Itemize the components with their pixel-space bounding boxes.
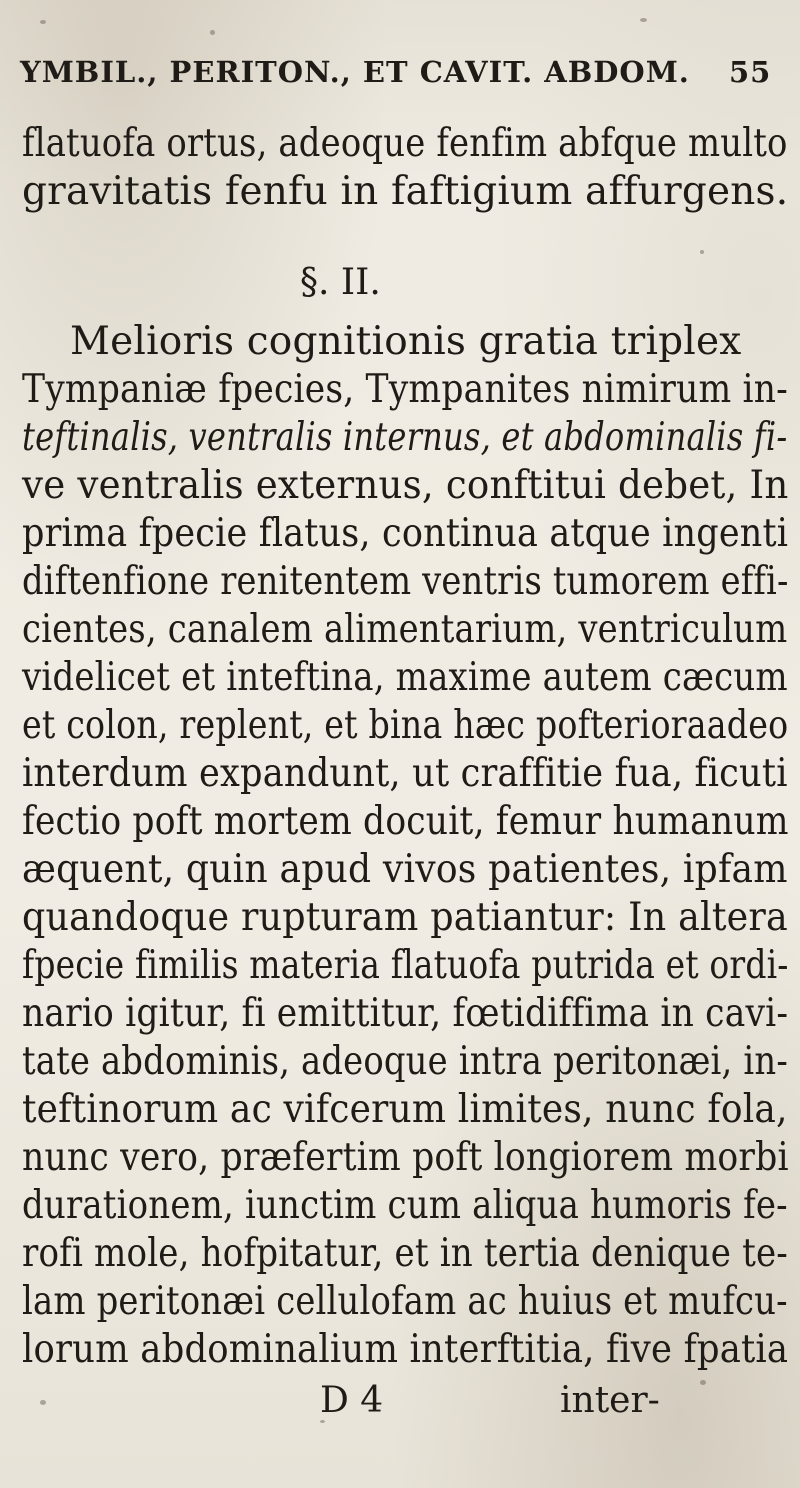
text-line: æquent, quin apud vivos patientes, ipfam: [22, 847, 788, 892]
text-line: diftenfione renitentem ventris tumorem effi-: [22, 559, 789, 604]
paper-speck: [640, 18, 647, 22]
text-line: interdum expandunt, ut craffitie fua, ficuti: [22, 751, 788, 796]
section-heading: §. II.: [300, 262, 381, 303]
text-line: lam peritonæi cellulofam ac huius et mufcu-: [22, 1279, 788, 1324]
text-line: gravitatis fenfu in faftigium affurgens.: [22, 169, 789, 214]
text-line: durationem, iunctim cum aliqua humoris fe-: [22, 1183, 788, 1228]
text-line: flatuofa ortus, adeoque fenfim abfque multo: [22, 121, 788, 166]
text-line: videlicet et inteftina, maxime autem cæcum: [22, 655, 788, 700]
text-line: teftinalis, ventralis internus, et abdominalis fi-: [22, 415, 788, 460]
text-line: nunc vero, præfertim poft longiorem morbi: [22, 1135, 789, 1180]
signature-mark: D 4: [320, 1380, 384, 1421]
text-line: fpecie fimilis materia flatuofa putrida et ordi-: [22, 943, 789, 988]
page-number: 55: [729, 55, 772, 89]
text-line: et colon, replent, et bina hæc pofterioraadeo: [22, 703, 789, 748]
text-line: quandoque rupturam patiantur: In altera: [22, 895, 788, 940]
text-line: Tympaniæ fpecies, Tympanites nimirum in-: [22, 367, 788, 412]
text-line: teftinorum ac vifcerum limites, nunc fola,: [22, 1087, 788, 1132]
text-line: fectio poft mortem docuit, femur humanum: [22, 799, 789, 844]
catchword: inter-: [560, 1380, 660, 1421]
paper-speck: [40, 20, 46, 24]
paper-speck: [700, 250, 704, 254]
text-line: lorum abdominalium interftitia, five fpatia: [22, 1327, 789, 1372]
text-line: nario igitur, fi emittitur, fœtidiffima in cavi-: [22, 991, 789, 1036]
paper-speck: [40, 1400, 46, 1405]
paper-speck: [210, 30, 215, 35]
running-head: [20, 55, 771, 89]
text-line: prima fpecie flatus, continua atque ingenti: [22, 511, 789, 556]
text-line: tate abdominis, adeoque intra peritonæi, in-: [22, 1039, 788, 1084]
running-head-title: YMBIL., PERITON., ET CAVIT. ABDOM.: [20, 55, 690, 89]
text-line: Melioris cognitionis gratia triplex: [70, 319, 742, 364]
text-line: ve ventralis externus, conftitui debet, In: [22, 463, 789, 508]
paper-speck: [700, 1380, 706, 1385]
text-line: cientes, canalem alimentarium, ventriculum: [22, 607, 788, 652]
text-line: rofi mole, hofpitatur, et in tertia denique te-: [22, 1231, 789, 1276]
